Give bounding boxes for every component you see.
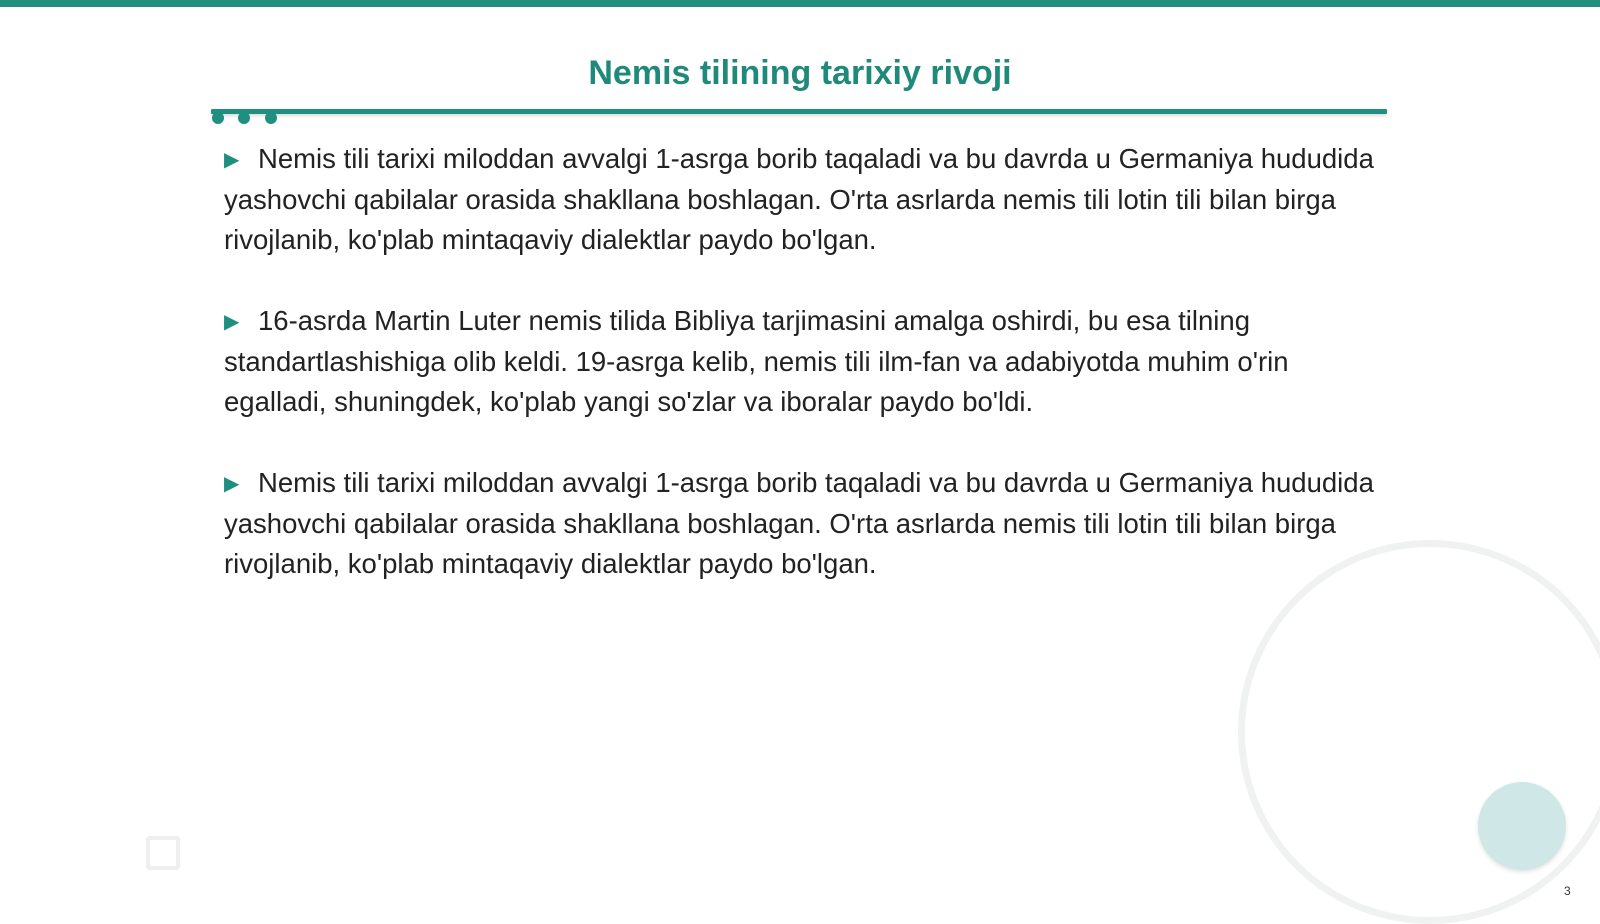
top-accent-bar bbox=[0, 0, 1600, 7]
page-number: 3 bbox=[1564, 884, 1571, 898]
bullet-paragraph bbox=[224, 463, 1374, 584]
decor-dot bbox=[212, 112, 224, 124]
bullet-arrow-icon: ▶ bbox=[224, 473, 240, 495]
decor-dot bbox=[265, 112, 277, 124]
decor-ring bbox=[1238, 540, 1600, 924]
title-divider bbox=[211, 109, 1387, 114]
slide-title: Nemis tilining tarixiy rivoji bbox=[588, 54, 1012, 92]
slide-body bbox=[224, 139, 1374, 625]
decor-dot bbox=[238, 112, 250, 124]
paragraph-text: 16-asrda Martin Luter nemis tilida Bibliya tarjimasini amalga oshirdi, bu esa tilning standartlashishiga olib keldi. 19-asrga kelib, nemis tili ilm-fan va adabiyotda muhim o'rin egalladi, shuningdek, ko'plab yangi so'zlar va iboralar paydo bo'ldi. bbox=[224, 305, 1289, 417]
bullet-paragraph bbox=[224, 301, 1374, 422]
bullet-arrow-icon: ▶ bbox=[224, 311, 240, 333]
paragraph-text: Nemis tili tarixi miloddan avvalgi 1-asrga borib taqaladi va bu davrda u Germaniya hududida yashovchi qabilalar orasida shakllana boshlagan. O'rta asrlarda nemis tili lotin tili bilan birga rivojlanib, ko'plab mintaqaviy dialektlar paydo bo'lgan. bbox=[224, 467, 1374, 579]
decor-disc bbox=[1478, 782, 1566, 870]
decor-square bbox=[146, 836, 180, 870]
bullet-paragraph bbox=[224, 139, 1374, 260]
paragraph-text: Nemis tili tarixi miloddan avvalgi 1-asrga borib taqaladi va bu davrda u Germaniya hududida yashovchi qabilalar orasida shakllana boshlagan. O'rta asrlarda nemis tili lotin tili bilan birga rivojlanib, ko'plab mintaqaviy dialektlar paydo bo'lgan. bbox=[224, 143, 1374, 255]
bullet-arrow-icon: ▶ bbox=[224, 149, 240, 171]
